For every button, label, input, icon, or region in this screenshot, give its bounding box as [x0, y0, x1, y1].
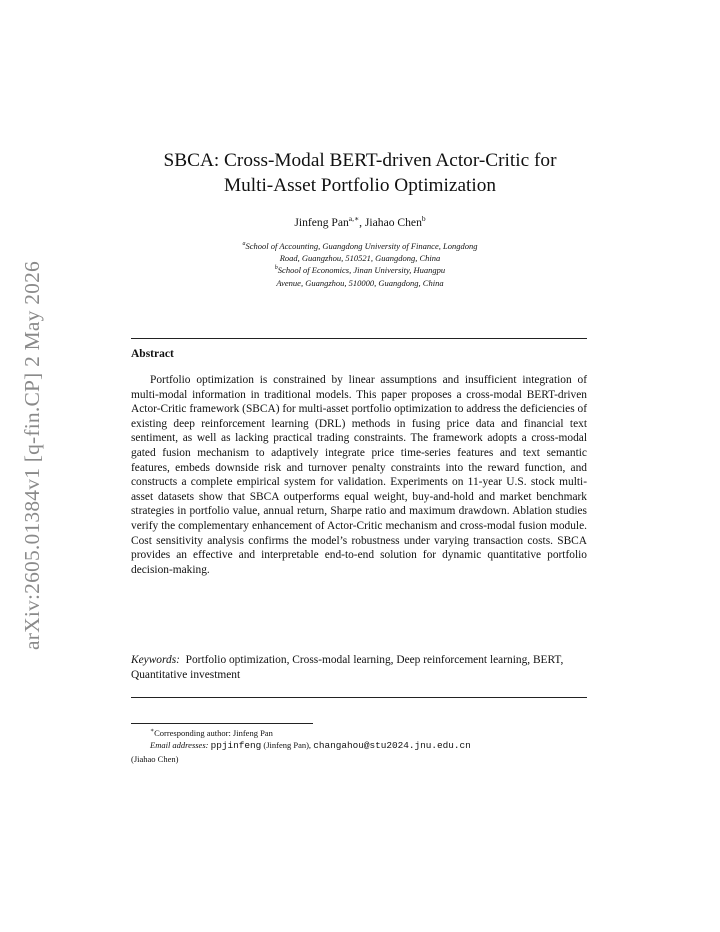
- abstract-heading: Abstract: [131, 348, 174, 360]
- email-label: Email addresses:: [150, 740, 209, 751]
- keywords-label: Keywords:: [131, 654, 180, 666]
- email-owner-chen: (Jiahao Chen): [131, 753, 179, 764]
- arxiv-identifier-stamp: [10, 261, 54, 650]
- abstract-bottom-rule: [131, 697, 587, 698]
- author-list: Jinfeng Pan$^{a,∗}$, Jiahao Chen$^b$: [294, 214, 426, 229]
- affiliation-b: $^b$School of Economics, Jinan University, Huangpu: [274, 265, 446, 276]
- author-name: Jinfeng Pan: [294, 216, 349, 229]
- paper-title: [0, 148, 720, 198]
- email-link-pan[interactable]: ppjinfeng: [210, 740, 262, 752]
- footnote: [131, 727, 587, 765]
- affiliation-a-continued: Road, Guangzhou, 510521, Guangdong, China: [279, 253, 441, 264]
- email-link-chen[interactable]: changahou@stu2024.jnu.edu.cn: [313, 740, 471, 752]
- affiliation-b-continued: Avenue, Guangzhou, 510000, Guangdong, China: [276, 277, 444, 288]
- abstract-text: Portfolio optimization is constrained by linear assumptions and insufficient integration of multi-modal information in traditional models. This paper proposes a cross-modal BERT-driven Actor-Critic framework (SBCA) for multi-asset portfolio optimization to address the deficiencies of existing deep reinforcement learning (DRL) methods in fusing price data and financial text sentiment, as well as lacking practical trading constraints. The framework adopts a cross-modal gated fusion mechanism to adaptively integrate price time-series features and text semantic features, embeds downside risk and turnover penalty constraints into the reward function, and constructs a complete empirical system for validation. Experiments on 11-year U.S. stock multi-asset datasets show that SBCA outperforms equal weight, buy-and-hold and market benchmark strategies in portfolio value, annual return, Sharpe ratio and maximum drawdown. Ablation studies verify the complementary enhancement of Actor-Critic mechanism and cross-modal fusion module. Cost sensitivity analysis confirms the model’s robustness under varying transaction costs. SBCA provides an effective and interpretable end-to-end solution for dynamic quantitative portfolio decision-making.: [131, 374, 587, 576]
- arxiv-identifier-text: arXiv:2605.01384v1 [q-fin.CP] 2 May 2026: [20, 261, 44, 650]
- paper-title-line-2: Multi-Asset Portfolio Optimization: [223, 175, 497, 196]
- author-affiliation-mark: b: [421, 214, 426, 223]
- keywords-text: Portfolio optimization, Cross-modal learning, Deep reinforcement learning, BERT, Quantitative investment: [131, 654, 564, 681]
- corresponding-author-note: ∗Corresponding author: Jinfeng Pan: [150, 728, 273, 738]
- abstract-top-rule: [131, 338, 587, 339]
- paper-title-line-1: SBCA: Cross-Modal BERT-driven Actor-Critic for: [163, 150, 557, 171]
- author-name: Jiahao Chen: [364, 216, 422, 229]
- affiliation-a: $^a$School of Accounting, Guangdong University of Finance, Longdong: [242, 241, 478, 251]
- email-addresses: Email addresses: ppjinfeng (Jinfeng Pan), changahou@stu2024.jnu.edu.cn: [150, 740, 471, 752]
- affiliation-list: [0, 240, 720, 289]
- footnote-rule: [131, 723, 313, 724]
- keywords: [131, 653, 587, 682]
- author-affiliation-mark: a,∗: [348, 214, 360, 223]
